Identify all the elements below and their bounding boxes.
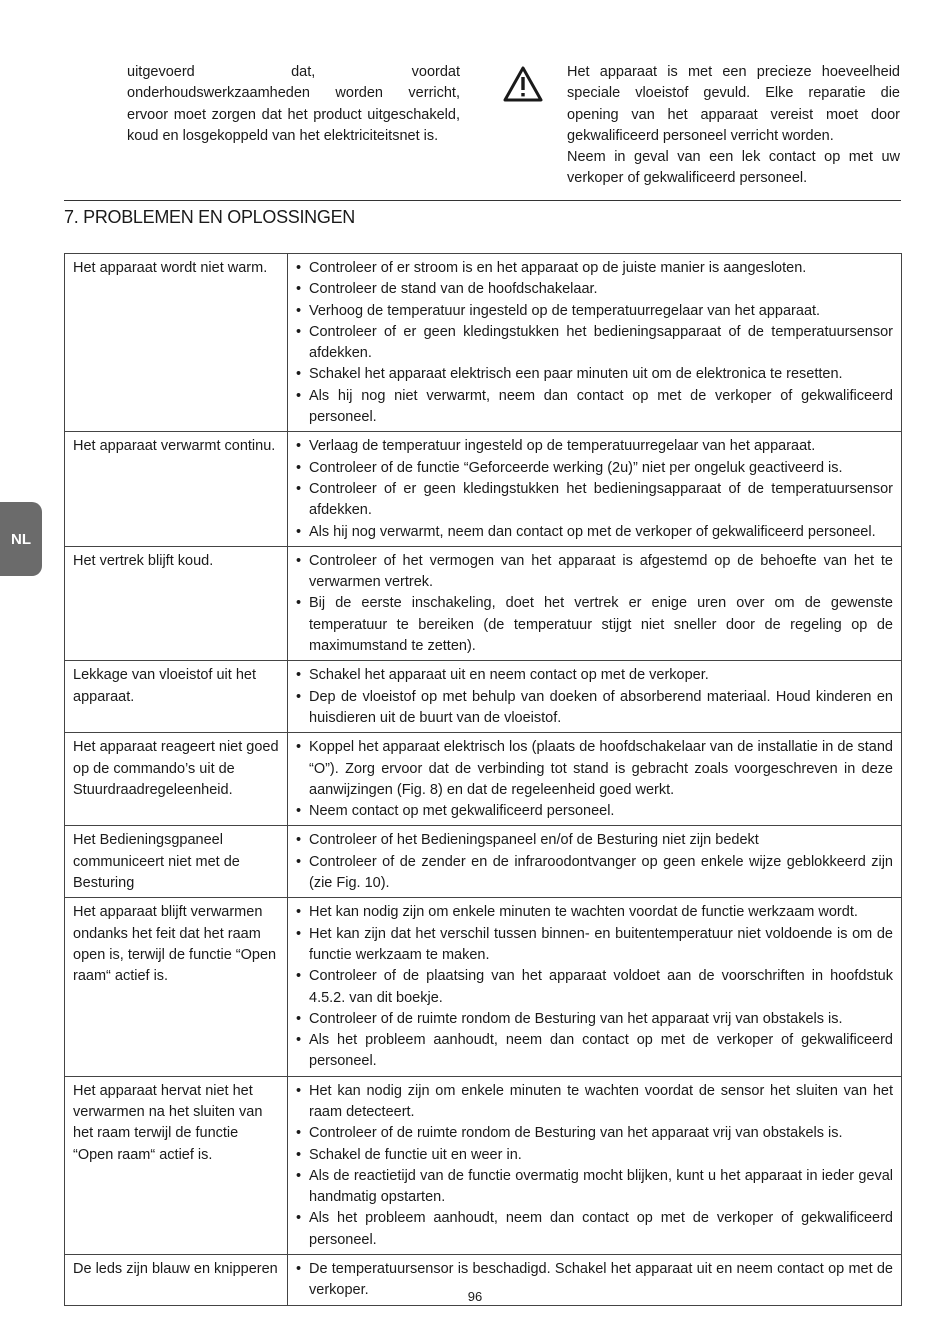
solution-cell bbox=[288, 661, 902, 733]
page-number: 96 bbox=[467, 1289, 483, 1304]
problem-cell: Lekkage van vloeistof uit het apparaat. bbox=[65, 661, 288, 733]
problem-cell: Het apparaat blijft verwarmen ondanks het feit dat het raam open is, terwijl de functie “Open raam“ actief is. bbox=[65, 898, 288, 1076]
list-item: • Koppel het apparaat elektrisch los (plaats de hoofdschakelaar van de installatie in de stand “O”). Zorg ervoor dat de verbinding tot stand is gebracht zoals voorgeschreven in deze aanwijzingen (Fig. 8) en dat de regeleenheid goed werkt. bbox=[296, 737, 893, 801]
list-item: • Als het probleem aanhoudt, neem dan contact op met de verkoper of gekwalificeerd personeel. bbox=[296, 1208, 893, 1251]
list-item: • Het kan nodig zijn om enkele minuten te wachten voordat de functie werkzaam wordt. bbox=[296, 902, 893, 923]
list-item: • Controleer of er geen kledingstukken het bedieningsapparaat of de temperatuursensor afdekken. bbox=[296, 479, 893, 522]
warning-triangle-icon bbox=[503, 66, 543, 102]
list-item: • Schakel de functie uit en weer in. bbox=[296, 1145, 893, 1166]
solution-cell bbox=[288, 1076, 902, 1254]
solution-list bbox=[296, 665, 893, 729]
list-item: • Het kan zijn dat het verschil tussen binnen- en buitentemperatuur niet voldoende is om de functie werkzaam te maken. bbox=[296, 924, 893, 967]
list-item: • Controleer de stand van de hoofdschakelaar. bbox=[296, 279, 893, 300]
list-item: • Controleer of er stroom is en het apparaat op de juiste manier is aangesloten. bbox=[296, 258, 893, 279]
solution-cell bbox=[288, 826, 902, 898]
list-item: • Controleer of de ruimte rondom de Besturing van het apparaat vrij van obstakels is. bbox=[296, 1123, 893, 1144]
solution-list bbox=[296, 258, 893, 428]
list-item: • Schakel het apparaat elektrisch een paar minuten uit om de elektronica te resetten. bbox=[296, 364, 893, 385]
list-item: • Dep de vloeistof op met behulp van doeken of absorberend materiaal. Houd kinderen en huisdieren uit de buurt van de vloeistof. bbox=[296, 687, 893, 730]
list-item: • Bij de eerste inschakeling, doet het vertrek er enige uren over om de gewenste temperatuur te bereiken (de temperatuur stijgt niet sneller door de regeling op de maximumstand te zetten). bbox=[296, 593, 893, 657]
solution-cell bbox=[288, 254, 902, 432]
table-row bbox=[65, 826, 902, 898]
intro-paragraph: Neem in geval van een lek contact op met uw verkoper of gekwalificeerd personeel. bbox=[567, 149, 900, 187]
list-item: • Controleer of het vermogen van het apparaat is afgestemd op de behoefte van het te verwarmen vertrek. bbox=[296, 551, 893, 594]
list-item: • Controleer of het Bedieningspaneel en/of de Besturing niet zijn bedekt bbox=[296, 830, 893, 851]
solution-list bbox=[296, 902, 893, 1072]
list-item: • Als hij nog niet verwarmt, neem dan contact op met de verkoper of gekwalificeerd personeel. bbox=[296, 386, 893, 429]
section-divider bbox=[64, 200, 901, 201]
table-row bbox=[65, 661, 902, 733]
list-item: • Het kan nodig zijn om enkele minuten te wachten voordat de sensor het sluiten van het raam detecteert. bbox=[296, 1081, 893, 1124]
table-row bbox=[65, 546, 902, 660]
table-row bbox=[65, 733, 902, 826]
troubleshooting-table-body bbox=[65, 254, 902, 1306]
problem-cell: Het apparaat wordt niet warm. bbox=[65, 254, 288, 432]
solution-list bbox=[296, 830, 893, 894]
solution-list bbox=[296, 737, 893, 822]
list-item: • Controleer of er geen kledingstukken het bedieningsapparaat of de temperatuursensor afdekken. bbox=[296, 322, 893, 365]
intro-right-text bbox=[567, 62, 900, 190]
table-row bbox=[65, 254, 902, 432]
intro-paragraph: Het apparaat is met een precieze hoeveelheid speciale vloeistof gevuld. Elke reparatie die opening van het apparaat vereist moet door gekwalificeerd personeel verricht worden. bbox=[567, 64, 900, 144]
list-item: • Schakel het apparaat uit en neem contact op met de verkoper. bbox=[296, 665, 893, 686]
list-item: • De temperatuursensor is beschadigd. Schakel het apparaat uit en neem contact op met de verkoper. bbox=[296, 1259, 893, 1302]
section-title: 7. PROBLEMEN EN OPLOSSINGEN bbox=[64, 207, 355, 227]
list-item: • Controleer of de zender en de infraroodontvanger op geen enkele wijze geblokkeerd zijn (zie Fig. 10). bbox=[296, 852, 893, 895]
table-row bbox=[65, 432, 902, 546]
list-item: • Als het probleem aanhoudt, neem dan contact op met de verkoper of gekwalificeerd personeel. bbox=[296, 1030, 893, 1073]
solution-list bbox=[296, 551, 893, 657]
solution-cell bbox=[288, 546, 902, 660]
list-item: • Controleer of de functie “Geforceerde werking (2u)” niet per ongeluk geactiveerd is. bbox=[296, 458, 893, 479]
list-item: • Verlaag de temperatuur ingesteld op de temperatuurregelaar van het apparaat. bbox=[296, 436, 893, 457]
table-row bbox=[65, 898, 902, 1076]
table-row bbox=[65, 1076, 902, 1254]
problem-cell: De leds zijn blauw en knipperen bbox=[65, 1255, 288, 1306]
problem-cell: Het Bedieningsgpaneel communiceert niet met de Besturing bbox=[65, 826, 288, 898]
problem-cell: Het apparaat hervat niet het verwarmen na het sluiten van het raam terwijl de functie “Open raam“ actief is. bbox=[65, 1076, 288, 1254]
problem-cell: Het apparaat verwarmt continu. bbox=[65, 432, 288, 546]
troubleshooting-table bbox=[64, 253, 902, 1306]
list-item: • Als de reactietijd van de functie overmatig mocht blijken, kunt u het apparaat in ieder geval handmatig opstarten. bbox=[296, 1166, 893, 1209]
solution-cell bbox=[288, 898, 902, 1076]
solution-list bbox=[296, 1081, 893, 1251]
solution-cell bbox=[288, 432, 902, 546]
problem-cell: Het vertrek blijft koud. bbox=[65, 546, 288, 660]
intro-left-text: uitgevoerd dat, voordat onderhoudswerkzaamheden worden verricht, ervoor moet zorgen dat het product uitgeschakeld, koud en losgekoppeld van het elektriciteitsnet is. bbox=[127, 64, 460, 144]
solution-list bbox=[296, 436, 893, 542]
language-tab: NL bbox=[0, 502, 42, 576]
solution-cell bbox=[288, 733, 902, 826]
list-item: • Verhoog de temperatuur ingesteld op de temperatuurregelaar van het apparaat. bbox=[296, 301, 893, 322]
list-item: • Als hij nog verwarmt, neem dan contact op met de verkoper of gekwalificeerd personeel. bbox=[296, 522, 893, 543]
list-item: • Neem contact op met gekwalificeerd personeel. bbox=[296, 801, 893, 822]
problem-cell: Het apparaat reageert niet goed op de commando’s uit de Stuurdraadregeleenheid. bbox=[65, 733, 288, 826]
list-item: • Controleer of de plaatsing van het apparaat voldoet aan de voorschriften in hoofdstuk 4.5.2. van dit boekje. bbox=[296, 966, 893, 1009]
list-item: • Controleer of de ruimte rondom de Besturing van het apparaat vrij van obstakels is. bbox=[296, 1009, 893, 1030]
